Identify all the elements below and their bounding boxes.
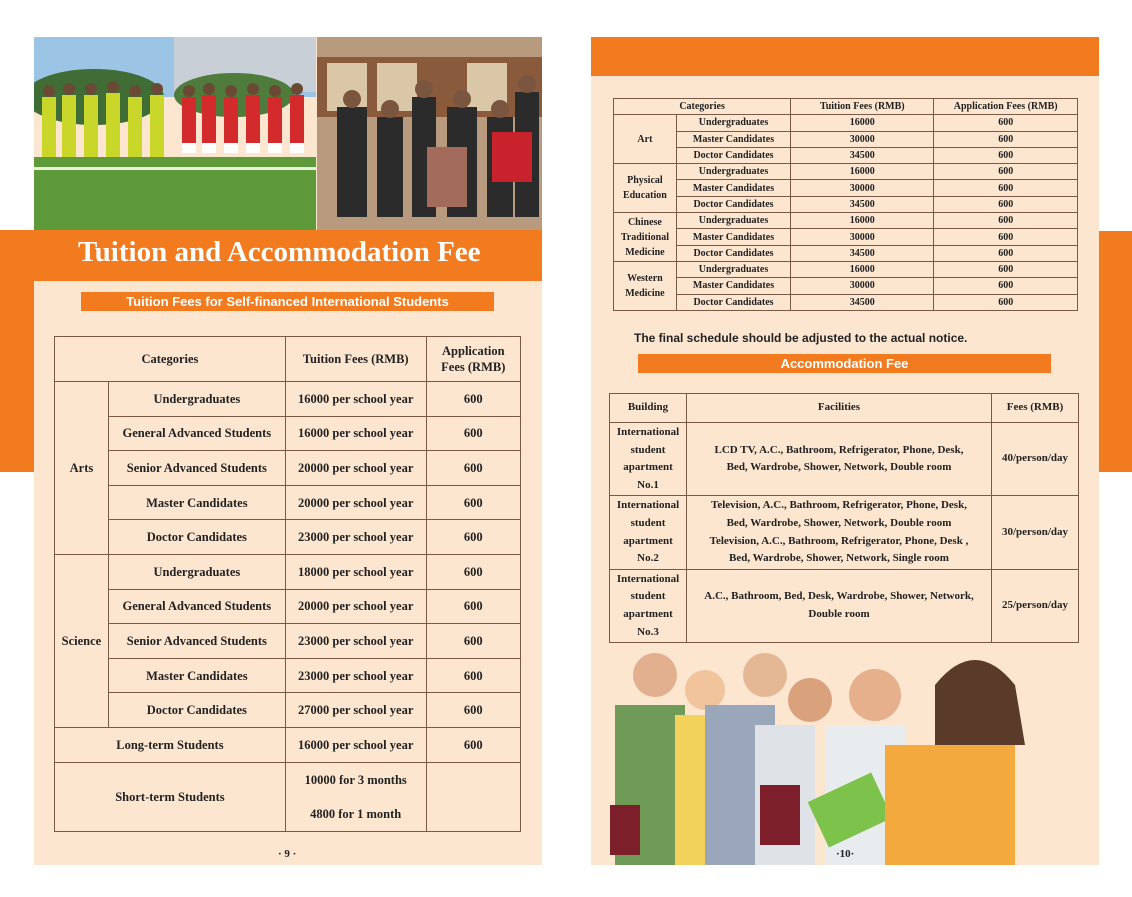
header-categories: Categories [614, 99, 791, 115]
table-row [614, 131, 1078, 147]
table-row [610, 423, 1079, 496]
tuition-cell: 30000 [791, 278, 934, 294]
group-art: Art [614, 115, 677, 164]
tuition-cell: 34500 [791, 245, 934, 261]
table-row [610, 496, 1079, 569]
level-cell: Master Candidates [676, 278, 790, 294]
tuition-cell: 20000 per school year [285, 451, 426, 486]
header-application-line1: Application [442, 344, 505, 358]
group-physical-education: Physical Education [614, 164, 677, 213]
level-cell: Doctor Candidates [676, 294, 790, 310]
long-term-label: Long-term Students [55, 727, 286, 762]
header-tuition: Tuition Fees (RMB) [285, 337, 426, 382]
table-row [614, 245, 1078, 261]
table-row [610, 569, 1079, 642]
level-cell: Undergraduates [676, 261, 790, 277]
table-row [55, 658, 521, 693]
short-term-app [426, 762, 520, 831]
page-number-right: ·10· [836, 848, 855, 860]
fee-cell: 30/person/day [992, 496, 1079, 569]
table-row [55, 762, 521, 831]
group-arts: Arts [55, 382, 109, 555]
long-term-tuition: 16000 per school year [285, 727, 426, 762]
table-row [614, 164, 1078, 180]
level-cell: General Advanced Students [108, 416, 285, 451]
photo-football-team [34, 37, 316, 231]
building-cell: International student apartment No.1 [610, 423, 687, 496]
level-cell: Master Candidates [108, 485, 285, 520]
facilities-line: Television, A.C., Bathroom, Refrigerator, Phone, Desk , [709, 534, 969, 547]
level-cell: Undergraduates [676, 164, 790, 180]
accommodation-table [609, 393, 1079, 643]
app-fee-cell: 600 [934, 229, 1078, 245]
page-title: Tuition and Accommodation Fee [78, 236, 481, 268]
building-cell: International student apartment No.3 [610, 569, 687, 642]
table-row [55, 727, 521, 762]
table-row [55, 624, 521, 659]
right-orange-band [1099, 231, 1132, 472]
tuition-cell: 34500 [791, 196, 934, 212]
group-western-medicine: Western Medicine [614, 261, 677, 310]
table-row [614, 213, 1078, 229]
tuition-cell: 34500 [791, 147, 934, 163]
app-fee-cell: 600 [426, 693, 520, 728]
header-building: Building [610, 394, 687, 423]
table-row [55, 554, 521, 589]
level-cell: Senior Advanced Students [108, 624, 285, 659]
tuition-cell: 16000 [791, 115, 934, 131]
tuition-cell: 16000 [791, 164, 934, 180]
tuition-cell: 34500 [791, 294, 934, 310]
app-fee-cell: 600 [426, 382, 520, 417]
level-cell: Undergraduates [676, 213, 790, 229]
header-fees: Fees (RMB) [992, 394, 1079, 423]
group-chinese-medicine: Chinese Traditional Medicine [614, 213, 677, 262]
tuition-cell: 16000 per school year [285, 416, 426, 451]
long-term-app: 600 [426, 727, 520, 762]
app-fee-cell: 600 [426, 416, 520, 451]
table-row [614, 196, 1078, 212]
facilities-cell [687, 496, 992, 569]
app-fee-cell: 600 [426, 658, 520, 693]
level-cell: Master Candidates [108, 658, 285, 693]
short-term-label: Short-term Students [55, 762, 286, 831]
table-row [55, 416, 521, 451]
short-term-1-month: 4800 for 1 month [310, 806, 402, 821]
app-fee-cell: 600 [426, 520, 520, 555]
header-application: Application Fees (RMB) [934, 99, 1078, 115]
schedule-note: The final schedule should be adjusted to the actual notice. [634, 331, 968, 345]
app-fee-cell: 600 [934, 245, 1078, 261]
app-fee-cell: 600 [426, 451, 520, 486]
level-cell: Undergraduates [108, 554, 285, 589]
facilities-line: LCD TV, A.C., Bathroom, Refrigerator, Phone, Desk, [714, 443, 964, 456]
level-cell: Master Candidates [676, 229, 790, 245]
app-fee-cell: 600 [934, 196, 1078, 212]
photo-students-group [595, 645, 1097, 865]
level-cell: General Advanced Students [108, 589, 285, 624]
app-fee-cell: 600 [934, 294, 1078, 310]
app-fee-cell: 600 [934, 180, 1078, 196]
level-cell: Doctor Candidates [676, 147, 790, 163]
app-fee-cell: 600 [934, 278, 1078, 294]
tuition-subtitle: Tuition Fees for Self-financed International Students [81, 292, 494, 311]
app-fee-cell: 600 [934, 261, 1078, 277]
tuition-cell: 30000 [791, 180, 934, 196]
fee-cell: 40/person/day [992, 423, 1079, 496]
level-cell: Undergraduates [676, 115, 790, 131]
level-cell: Master Candidates [676, 180, 790, 196]
short-term-3-months: 10000 for 3 months [304, 772, 407, 787]
facilities-line: Television, A.C., Bathroom, Refrigerator, Phone, Desk, [711, 499, 967, 512]
facilities-line: A.C., Bathroom, Bed, Desk, Wardrobe, Shower, Network, [704, 590, 974, 603]
table-row [55, 451, 521, 486]
level-cell: Doctor Candidates [676, 196, 790, 212]
tuition-cell: 30000 [791, 229, 934, 245]
facilities-cell [687, 569, 992, 642]
facilities-line: Bed, Wardrobe, Shower, Network, Double room [726, 516, 952, 529]
photo-students-library [317, 37, 542, 231]
table-row [55, 485, 521, 520]
level-cell: Senior Advanced Students [108, 451, 285, 486]
group-science: Science [55, 554, 109, 727]
right-top-band [591, 37, 1099, 76]
level-cell: Doctor Candidates [108, 520, 285, 555]
header-facilities: Facilities [687, 394, 992, 423]
header-categories: Categories [55, 337, 286, 382]
table-row [55, 382, 521, 417]
level-cell: Doctor Candidates [676, 245, 790, 261]
app-fee-cell: 600 [934, 131, 1078, 147]
header-application-line2: Fees (RMB) [441, 360, 506, 374]
app-fee-cell: 600 [934, 213, 1078, 229]
tuition-table [54, 336, 521, 832]
app-fee-cell: 600 [934, 147, 1078, 163]
table-row [55, 589, 521, 624]
app-fee-cell: 600 [426, 624, 520, 659]
facilities-line: Bed, Wardrobe, Shower, Network, Single room [729, 552, 949, 565]
tuition-cell: 20000 per school year [285, 589, 426, 624]
fee-cell: 25/person/day [992, 569, 1079, 642]
tuition-cell: 23000 per school year [285, 624, 426, 659]
tuition-cell: 18000 per school year [285, 554, 426, 589]
table-row [614, 278, 1078, 294]
tuition-table-medical [613, 98, 1078, 311]
table-row [614, 229, 1078, 245]
level-cell: Doctor Candidates [108, 693, 285, 728]
app-fee-cell: 600 [934, 115, 1078, 131]
table-row [55, 693, 521, 728]
app-fee-cell: 600 [426, 485, 520, 520]
app-fee-cell: 600 [426, 589, 520, 624]
table-row [614, 180, 1078, 196]
facilities-line: Bed, Wardrobe, Shower, Network, Double room [726, 461, 952, 474]
tuition-cell: 23000 per school year [285, 520, 426, 555]
tuition-cell: 20000 per school year [285, 485, 426, 520]
table-row [614, 294, 1078, 310]
level-cell: Undergraduates [108, 382, 285, 417]
facilities-line: Double room [808, 607, 870, 620]
tuition-cell: 23000 per school year [285, 658, 426, 693]
tuition-cell: 30000 [791, 131, 934, 147]
header-tuition: Tuition Fees (RMB) [791, 99, 934, 115]
building-cell: International student apartment No.2 [610, 496, 687, 569]
table-row [614, 261, 1078, 277]
app-fee-cell: 600 [426, 554, 520, 589]
header-application [426, 337, 520, 382]
accommodation-title: Accommodation Fee [638, 354, 1051, 373]
tuition-cell: 16000 [791, 213, 934, 229]
page-number-left: · 9 · [278, 848, 297, 860]
facilities-cell [687, 423, 992, 496]
app-fee-cell: 600 [934, 164, 1078, 180]
table-row [55, 520, 521, 555]
tuition-cell: 27000 per school year [285, 693, 426, 728]
level-cell: Master Candidates [676, 131, 790, 147]
tuition-cell: 16000 per school year [285, 382, 426, 417]
table-row [614, 115, 1078, 131]
table-row [614, 147, 1078, 163]
tuition-cell: 16000 [791, 261, 934, 277]
short-term-tuition [285, 762, 426, 831]
